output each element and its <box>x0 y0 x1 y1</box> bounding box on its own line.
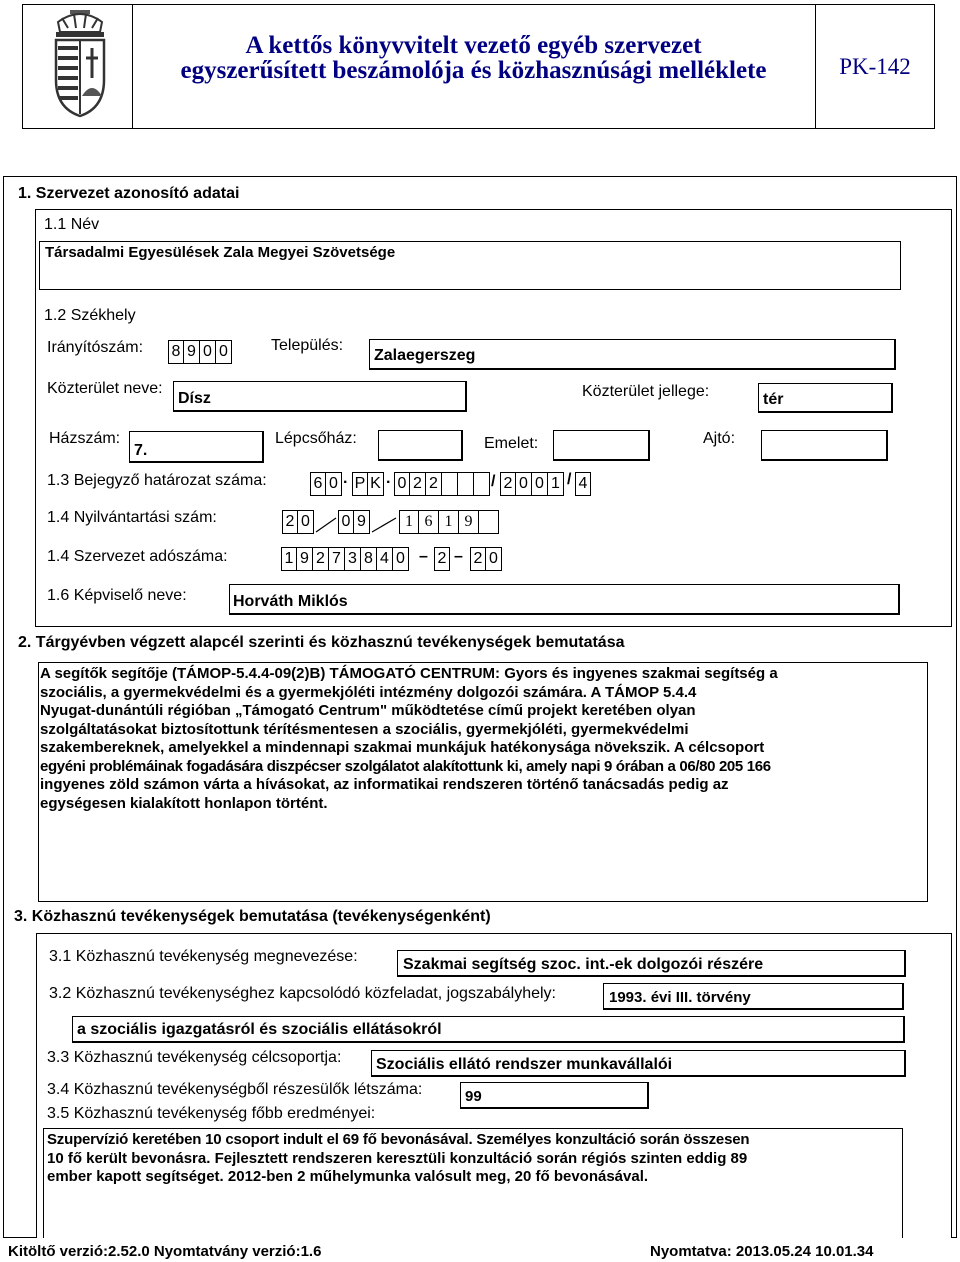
tax-number-label: 1.4 Szervezet adószáma: <box>47 548 228 565</box>
text-line: ember kapott segítséget. 2012-ben 2 műhelymunka valósult meg, 20 fő bevonásával. <box>47 1168 649 1185</box>
resolution-char <box>442 472 458 496</box>
registry-digit: 0 <box>298 510 314 534</box>
footer-print-date: Nyomtatva: 2013.05.24 10.01.34 <box>650 1243 874 1260</box>
zip-digit: 0 <box>216 340 232 364</box>
zip-label: Irányítószám: <box>47 339 144 356</box>
form-code: PK-142 <box>839 54 911 79</box>
registry-group-1[interactable] <box>282 510 314 534</box>
text-line: szociális, a gyermekvédelmi és a gyermekjóléti intézmény dolgozói számára. A TÁMOP 5.4.4 <box>40 683 697 701</box>
zip-digit: 0 <box>200 340 216 364</box>
tax-number-group-1[interactable] <box>281 547 409 571</box>
resolution-dot-2: · <box>386 474 392 491</box>
tax-digit: 4 <box>377 547 393 571</box>
text-line: egységesen kialakított honlapon történt. <box>40 794 328 812</box>
floor-field[interactable] <box>553 430 650 461</box>
registry-digit: 1 <box>439 510 459 534</box>
hungarian-coat-of-arms-logo <box>40 8 120 120</box>
house-number-value: 7. <box>134 442 148 459</box>
resolution-group-5[interactable] <box>575 472 591 496</box>
target-group-label: 3.3 Közhasznú tevékenység célcsoportja: <box>47 1049 342 1066</box>
resolution-char: 4 <box>575 472 591 496</box>
tax-dash-1: – <box>419 548 428 565</box>
stair-field[interactable] <box>378 430 463 461</box>
text-line: A segítők segítője (TÁMOP-5.4.4-09(2)B) TÁMOGATÓ CENTRUM: Gyors és ingyenes szakmai segítség a <box>40 665 778 682</box>
resolution-char: 2 <box>410 472 426 496</box>
zip-digit: 9 <box>184 340 200 364</box>
resolution-char <box>458 472 474 496</box>
tax-digit: 0 <box>486 547 502 571</box>
results-text <box>47 1131 901 1187</box>
section3-title: 3. Közhasznú tevékenységek bemutatása (tevékenységenként) <box>14 908 491 925</box>
section1-title: 1. Szervezet azonosító adatai <box>18 185 240 202</box>
section2-title: 2. Tárgyévben végzett alapcél szerinti és közhasznú tevékenységek bemutatása <box>18 634 625 651</box>
text-line: egyéni problémáinak fogadására diszpécser szolgálatot alakítottunk ki, amely napi 9 órában a 06/80 205 166 <box>40 757 771 775</box>
tax-digit: 2 <box>470 547 486 571</box>
tax-number-group-2[interactable] <box>434 547 450 571</box>
resolution-char: 0 <box>516 472 532 496</box>
public-task-label: 3.2 Közhasznú tevékenységhez kapcsolódó közfeladat, jogszabályhely: <box>49 985 556 1002</box>
registry-group-3[interactable] <box>399 510 499 534</box>
registry-digit <box>479 510 499 534</box>
text-line: 10 fő került bevonásra. Fejlesztett rendszeren keresztüli konzultáció során régiós szinten eddig 89 <box>47 1149 748 1167</box>
tax-digit: 1 <box>281 547 297 571</box>
registry-digit: 9 <box>459 510 479 534</box>
footer-version: Kitöltő verzió:2.52.0 Nyomtatvány verzió:1.6 <box>8 1243 322 1260</box>
beneficiary-count-field[interactable] <box>460 1082 649 1109</box>
header-title-line2: egyszerűsített beszámolója és közhasznúsági melléklete <box>180 57 767 84</box>
resolution-slash-2: / <box>567 471 572 488</box>
tax-digit: 0 <box>393 547 409 571</box>
beneficiary-count-label: 3.4 Közhasznú tevékenységből részesülők létszáma: <box>47 1081 423 1098</box>
resolution-char <box>474 472 490 496</box>
resolution-char: 2 <box>426 472 442 496</box>
registry-digit: 9 <box>354 510 370 534</box>
seat-label: 1.2 Székhely <box>44 307 136 324</box>
stair-label: Lépcsőház: <box>275 430 357 447</box>
representative-label: 1.6 Képviselő neve: <box>47 587 187 604</box>
beneficiary-count-value: 99 <box>465 1088 482 1105</box>
public-task-value-1: 1993. évi III. törvény <box>609 989 751 1006</box>
public-task-value-2: a szociális igazgatásról és szociális ellátásokról <box>77 1021 442 1038</box>
resolution-char: 6 <box>310 472 326 496</box>
text-line: szakembereknek, amelyekkel a mindennapi szakmai munkájuk hatékonysága növekszik. A célcsoport <box>40 739 765 756</box>
results-label: 3.5 Közhasznú tevékenység főbb eredményei: <box>47 1105 376 1122</box>
registry-slash-2 <box>371 511 397 535</box>
registry-digit: 6 <box>419 510 439 534</box>
resolution-group-1[interactable] <box>310 472 342 496</box>
registry-label: 1.4 Nyilvántartási szám: <box>47 509 217 526</box>
tax-digit: 9 <box>297 547 313 571</box>
registry-group-2[interactable] <box>338 510 370 534</box>
tax-dash-2: – <box>454 548 463 565</box>
street-type-value: tér <box>763 391 784 408</box>
tax-digit: 2 <box>313 547 329 571</box>
door-label: Ajtó: <box>703 430 736 447</box>
resolution-char: 2 <box>500 472 516 496</box>
floor-label: Emelet: <box>484 435 539 452</box>
resolution-char: K <box>368 472 384 496</box>
street-type-label: Közterület jellege: <box>582 383 710 400</box>
tax-digit: 2 <box>434 547 450 571</box>
tax-number-group-3[interactable] <box>470 547 502 571</box>
house-number-field[interactable] <box>129 431 264 463</box>
registry-digit: 0 <box>338 510 354 534</box>
street-value: Dísz <box>178 390 211 407</box>
resolution-slash-1: / <box>491 473 496 490</box>
tax-digit: 7 <box>329 547 345 571</box>
door-field[interactable] <box>761 430 888 461</box>
resolution-char: P <box>352 472 368 496</box>
text-line: szolgáltatásokat biztosítottunk térítésmentesen a szociális, gyermekjóléti, gyermekvédelmi <box>40 720 689 738</box>
street-field[interactable] <box>173 381 467 412</box>
registry-digit: 1 <box>399 510 419 534</box>
text-line: ingyenes zöld számon várta a hívásokat, az informatikai rendszeren történő tanácsadás pedig az <box>40 776 729 793</box>
zip-field[interactable] <box>168 340 232 364</box>
resolution-char: 1 <box>548 472 564 496</box>
registry-slash-1 <box>315 511 337 535</box>
target-group-value: Szociális ellátó rendszer munkavállalói <box>376 1056 673 1073</box>
resolution-label: 1.3 Bejegyző határozat száma: <box>47 472 267 489</box>
tax-digit: 8 <box>361 547 377 571</box>
resolution-char: 0 <box>532 472 548 496</box>
text-line: Szupervízió keretében 10 csoport indult el 69 fő bevonásával. Személyes konzultáció során összesen <box>47 1131 750 1148</box>
resolution-char: 0 <box>326 472 342 496</box>
zip-digit: 8 <box>168 340 184 364</box>
activity-name-label: 3.1 Közhasznú tevékenység megnevezése: <box>49 948 358 965</box>
city-label: Település: <box>271 337 344 354</box>
house-number-label: Házszám: <box>49 430 121 447</box>
resolution-dot-1: · <box>343 474 349 491</box>
header-title-line1: A kettős könyvvitelt vezető egyéb szervezet <box>245 32 702 59</box>
resolution-group-2[interactable] <box>352 472 384 496</box>
activity-name-value: Szakmai segítség szoc. int.-ek dolgozói részére <box>403 956 764 973</box>
text-line: Nyugat-dunántúli régióban „Támogató Centrum" működtetése című projekt keretében olyan <box>40 702 696 719</box>
street-label: Közterület neve: <box>47 380 163 397</box>
tax-digit: 3 <box>345 547 361 571</box>
resolution-char: 0 <box>394 472 410 496</box>
section2-text <box>40 665 926 813</box>
city-value: Zalaegerszeg <box>374 347 476 364</box>
resolution-group-3[interactable] <box>394 472 490 496</box>
representative-value: Horváth Miklós <box>233 593 348 610</box>
name-label: 1.1 Név <box>44 216 100 233</box>
registry-digit: 2 <box>282 510 298 534</box>
resolution-group-4[interactable] <box>500 472 564 496</box>
name-value: Társadalmi Egyesülések Zala Megyei Szövetsége <box>45 244 396 261</box>
